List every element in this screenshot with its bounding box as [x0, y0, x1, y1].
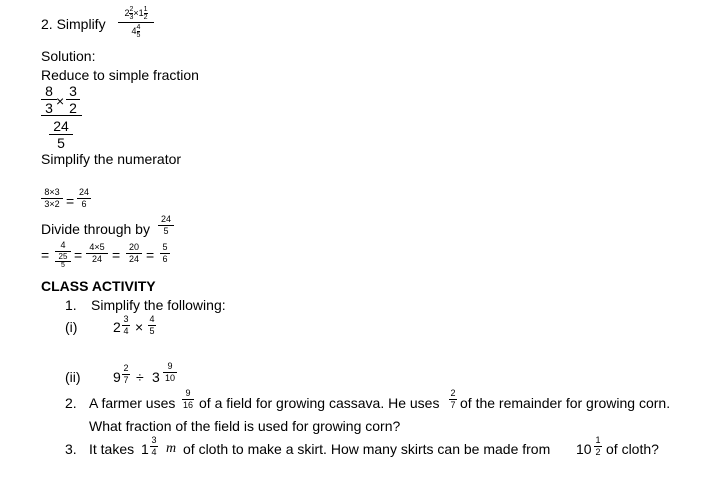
activity-item-2-number: 2. [65, 395, 77, 411]
solution-step-divide: Divide through by [41, 221, 150, 237]
activity-ii-label: (ii) [65, 369, 81, 385]
activity-i-label: (i) [65, 319, 78, 335]
divisor-fraction: 24 5 [158, 215, 174, 236]
solution-heading: Solution: [41, 48, 96, 64]
class-activity-heading: CLASS ACTIVITY [41, 278, 156, 294]
solution-step-numerator: Simplify the numerator [41, 151, 182, 167]
solution-step-reduce: Reduce to simple fraction [41, 67, 199, 83]
activity-item-1-number: 1. [65, 297, 77, 313]
activity-item-1-text: Simplify the following: [91, 297, 226, 313]
activity-item-3-number: 3. [65, 441, 77, 457]
question-2-label: 2. Simplify [41, 16, 106, 32]
